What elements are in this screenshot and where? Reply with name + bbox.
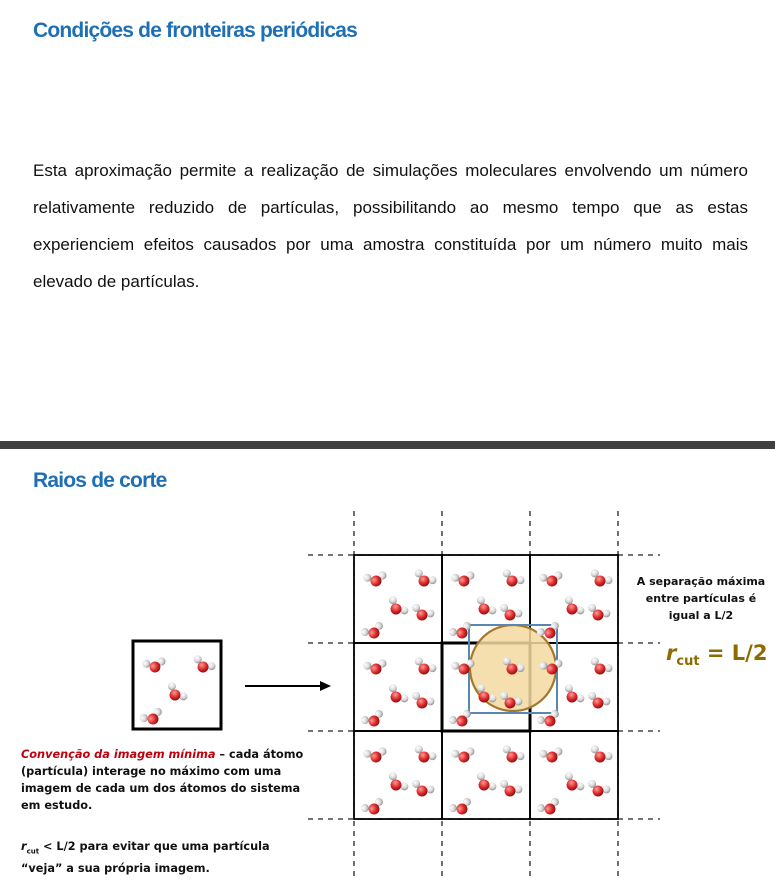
- water-molecule-icon: [412, 656, 438, 677]
- water-molecule-icon: [500, 568, 526, 589]
- equation-sub: cut: [676, 654, 700, 670]
- water-molecules: [359, 567, 614, 819]
- right-arrow-icon: [245, 681, 331, 691]
- water-molecule-icon: [412, 568, 438, 589]
- water-molecule-icon: [535, 706, 563, 732]
- equation-rhs: = L/2: [699, 641, 768, 665]
- water-molecule-icon: [586, 691, 611, 710]
- water-molecule-icon: [588, 568, 614, 589]
- water-molecule-icon: [560, 771, 588, 796]
- water-molecule-icon: [359, 706, 387, 732]
- max-separation-note: A separação máxima entre partículas é igual a L/2: [636, 575, 766, 622]
- water-molecule-icon: [410, 603, 435, 622]
- cutoff-note: [21, 838, 306, 877]
- water-molecule-icon: [498, 603, 523, 622]
- water-molecule-icon: [362, 655, 389, 677]
- water-molecule-icon: [586, 603, 611, 622]
- water-molecule-icon: [384, 595, 412, 620]
- periodic-boundary-figure: [0, 449, 775, 881]
- water-molecule-icon: [163, 681, 191, 706]
- water-molecule-icon: [472, 595, 500, 620]
- equation-r: r: [666, 641, 677, 665]
- minimum-image-caption: [21, 746, 306, 814]
- water-molecule-icon: [384, 771, 412, 796]
- cutoff-note-sub: cut: [26, 847, 40, 856]
- water-molecule-icon: [588, 744, 614, 765]
- water-molecule-icon: [412, 744, 438, 765]
- cutoff-note-r: r: [21, 840, 27, 853]
- water-molecule-icon: [538, 567, 565, 589]
- water-molecule-icon: [447, 794, 475, 820]
- water-molecule-icon: [359, 794, 387, 820]
- water-molecule-icon: [450, 743, 477, 765]
- water-molecule-icon: [362, 743, 389, 765]
- water-molecule-icon: [586, 779, 611, 798]
- water-molecule-icon: [359, 618, 387, 644]
- cutoff-note-text: < L/2 para evitar que uma partícula “veja” a sua própria imagem.: [21, 840, 270, 876]
- slide2-title: Raios de corte: [33, 469, 167, 492]
- cutoff-equation: [666, 641, 767, 669]
- slide1-paragraph: Esta aproximação permite a realização de simulações moleculares envolvendo um número relativamente reduzido de partículas, possibilitando ao mesmo tempo que as estas experienciem efeitos causados por uma amostra constituída por um número muito mais elevado de partículas.: [33, 161, 748, 291]
- original-water-molecules: [138, 653, 217, 729]
- water-molecule-icon: [447, 706, 475, 732]
- slide-cutoff-radii: [0, 449, 775, 881]
- water-molecule-icon: [141, 653, 168, 675]
- water-molecule-icon: [138, 704, 166, 730]
- water-molecule-icon: [588, 656, 614, 677]
- slide-divider: [0, 441, 775, 449]
- water-molecule-icon: [450, 567, 477, 589]
- minimum-image-text: – cada átomo (partícula) interage no máximo com uma imagem de cada um dos átomos do sistema em estudo.: [21, 748, 304, 812]
- water-molecule-icon: [384, 683, 412, 708]
- water-molecule-icon: [472, 771, 500, 796]
- water-molecule-icon: [191, 654, 217, 675]
- water-molecule-icon: [447, 618, 475, 644]
- water-molecule-icon: [560, 683, 588, 708]
- water-molecule-icon: [410, 691, 435, 710]
- water-molecule-icon: [560, 595, 588, 620]
- water-molecule-icon: [535, 794, 563, 820]
- water-molecule-icon: [362, 567, 389, 589]
- water-molecule-icon: [410, 779, 435, 798]
- slide1-title: Condições de fronteiras periódicas: [33, 19, 358, 42]
- water-molecule-icon: [538, 743, 565, 765]
- minimum-image-label: Convenção da imagem mínima: [21, 748, 216, 761]
- water-molecule-icon: [500, 744, 526, 765]
- water-molecule-icon: [498, 779, 523, 798]
